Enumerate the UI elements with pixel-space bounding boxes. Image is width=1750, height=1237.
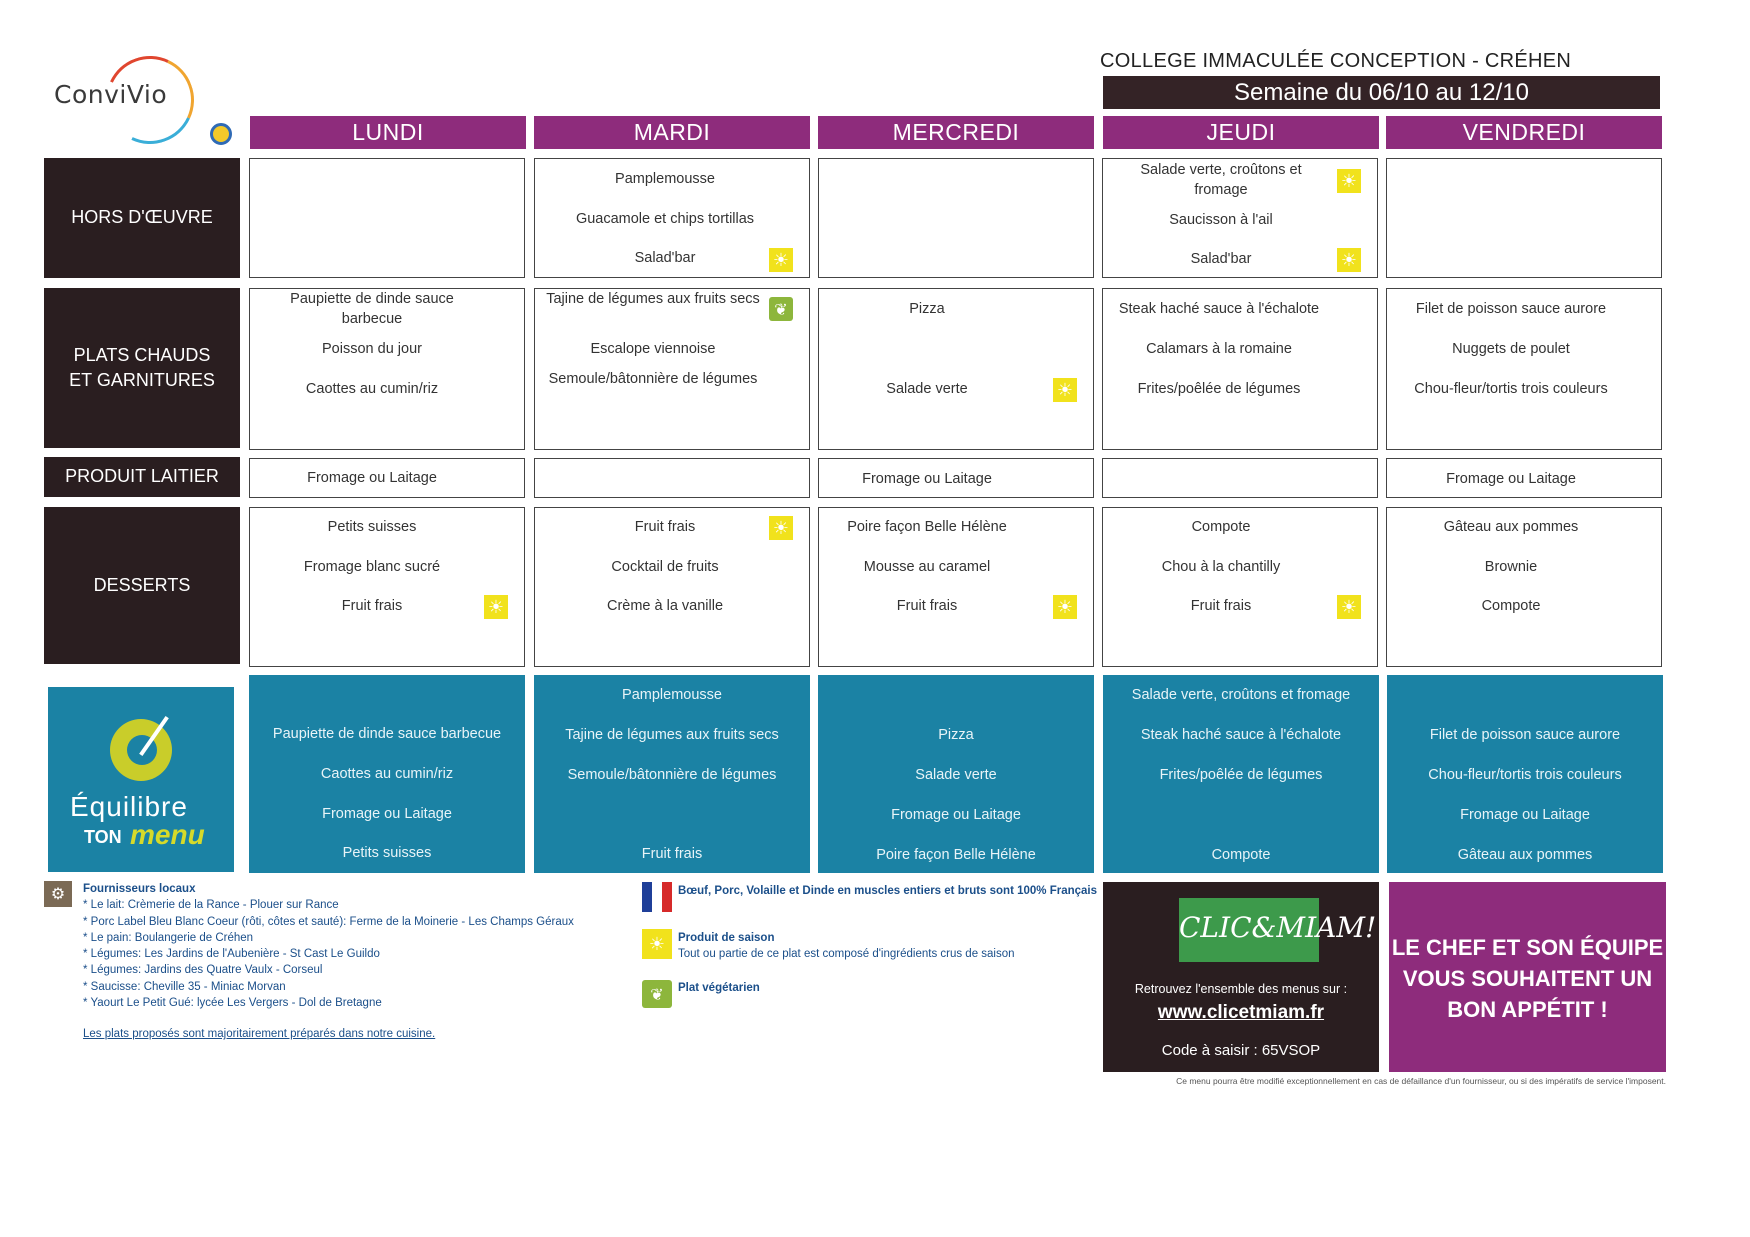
chef-line: VOUS SOUHAITENT UN bbox=[1402, 966, 1653, 991]
chef-message bbox=[1389, 882, 1666, 1072]
balanced-vendredi bbox=[1387, 675, 1663, 873]
menu-item: Fruit frais bbox=[1190, 598, 1252, 614]
week-banner: Semaine du 06/10 au 12/10 bbox=[1103, 76, 1660, 109]
balanced-jeudi bbox=[1103, 675, 1379, 873]
cell-hors-mercredi bbox=[818, 158, 1094, 278]
row-label-plats bbox=[44, 288, 240, 448]
menu-item: Chou à la chantilly bbox=[1161, 559, 1281, 575]
menu-item: Fruit frais bbox=[896, 598, 958, 614]
cell-desserts-mercredi bbox=[818, 507, 1094, 667]
clic-et-miam-panel bbox=[1103, 882, 1379, 1072]
clic-code-text: Code à saisir : 65VSOP bbox=[1161, 1042, 1321, 1059]
supplier-item: * Légumes: Les Jardins de l'Aubenière - St Cast Le Guildo bbox=[83, 948, 380, 961]
menu-item: Compote bbox=[1191, 519, 1251, 535]
supplier-item: * Le lait: Crèmerie de la Rance - Plouer sur Rance bbox=[83, 899, 339, 912]
balanced-item: Fromage ou Laitage bbox=[891, 807, 1021, 823]
badge-icon bbox=[210, 123, 232, 145]
logo-name: ConviVio bbox=[54, 80, 168, 109]
cell-desserts-mardi bbox=[534, 507, 810, 667]
legend-season-title: Produit de saison bbox=[678, 932, 775, 944]
balanced-item: Pizza bbox=[938, 727, 974, 743]
season-sun-icon bbox=[769, 248, 793, 272]
menu-item: Compote bbox=[1481, 598, 1541, 614]
menu-item: Gâteau aux pommes bbox=[1443, 519, 1579, 535]
row-label-hors bbox=[44, 158, 240, 278]
menu-item: Salad'bar bbox=[1190, 251, 1252, 267]
menu-item: Petits suisses bbox=[327, 519, 417, 535]
balanced-item: Salade verte, croûtons et fromage bbox=[1131, 687, 1351, 703]
balanced-item: Tajine de légumes aux fruits secs bbox=[565, 727, 779, 743]
menu-item: Mousse au caramel bbox=[863, 559, 991, 575]
cell-laitier-jeudi bbox=[1102, 458, 1378, 498]
balanced-item: Poire façon Belle Hélène bbox=[876, 847, 1036, 863]
cell-hors-jeudi bbox=[1102, 158, 1378, 278]
cell-plats-lundi bbox=[249, 288, 525, 450]
legend-season bbox=[678, 930, 1038, 962]
supplier-item: * Porc Label Bleu Blanc Coeur (rôti, côtes et sauté): Ferme de la Moinerie - Les Champs Géraux bbox=[83, 915, 574, 928]
menu-item: Nuggets de poulet bbox=[1452, 341, 1570, 357]
chef-line: LE CHEF ET SON ÉQUIPE bbox=[1391, 935, 1664, 960]
equilibre-ton-menu-logo bbox=[48, 687, 234, 872]
day-header-mardi: MARDI bbox=[534, 116, 810, 149]
balanced-item: Compote bbox=[1211, 847, 1271, 863]
balanced-item: Pamplemousse bbox=[622, 687, 722, 703]
cell-laitier-vendredi bbox=[1386, 458, 1662, 498]
season-sun-icon bbox=[1053, 378, 1077, 402]
season-sun-icon bbox=[484, 595, 508, 619]
season-sun-icon bbox=[1053, 595, 1077, 619]
school-name: COLLEGE IMMACULÉE CONCEPTION - CRÉHEN bbox=[1100, 50, 1572, 72]
french-flag-icon bbox=[642, 882, 672, 912]
cell-laitier-mercredi bbox=[818, 458, 1094, 498]
chef-line: BON APPÉTIT ! bbox=[1447, 997, 1608, 1022]
balanced-item: Frites/poêlée de légumes bbox=[1159, 767, 1323, 783]
menu-item: Fromage ou Laitage bbox=[1446, 471, 1576, 487]
menu-item: Fruit frais bbox=[341, 598, 403, 614]
season-sun-icon bbox=[1337, 248, 1361, 272]
supplier-item: * Yaourt Le Petit Gué: lycée Les Vergers - Dol de Bretagne bbox=[83, 997, 382, 1010]
menu-item: Fromage ou Laitage bbox=[862, 471, 992, 487]
balanced-mardi bbox=[534, 675, 810, 873]
balanced-item: Steak haché sauce à l'échalote bbox=[1140, 727, 1342, 743]
row-label-laitier-text: PRODUIT LAITIER bbox=[65, 466, 219, 487]
menu-item: Escalope viennoise bbox=[590, 341, 716, 357]
legend-meat: Bœuf, Porc, Volaille et Dinde en muscles entiers et bruts sont 100% Français bbox=[678, 885, 1098, 897]
menu-item: Crème à la vanille bbox=[606, 598, 724, 614]
menu-item: Chou-fleur/tortis trois couleurs bbox=[1414, 381, 1608, 397]
menu-item: Saucisson à l'ail bbox=[1169, 212, 1273, 228]
balanced-item: Paupiette de dinde sauce barbecue bbox=[272, 726, 502, 742]
menu-item: Paupiette de dinde sauce barbecue bbox=[290, 291, 454, 327]
balanced-item: Fromage ou Laitage bbox=[1460, 807, 1590, 823]
day-header-mercredi: MERCREDI bbox=[818, 116, 1094, 149]
menu-item: Frites/poêlée de légumes bbox=[1137, 381, 1301, 397]
clic-et-miam-logo: CLIC&MIAM! bbox=[1179, 898, 1319, 962]
season-sun-icon bbox=[1337, 169, 1361, 193]
menu-item: Salade verte, croûtons et fromage bbox=[1140, 162, 1302, 198]
balanced-item: Caottes au cumin/riz bbox=[320, 766, 454, 782]
balanced-item: Gâteau aux pommes bbox=[1457, 847, 1593, 863]
balanced-item: Petits suisses bbox=[342, 845, 432, 861]
convivio-logo bbox=[44, 50, 194, 150]
balanced-item: Semoule/bâtonnière de légumes bbox=[567, 767, 777, 783]
tractor-icon: ⚙ bbox=[44, 881, 72, 907]
legend-leaf-icon bbox=[642, 980, 672, 1008]
row-label-laitier bbox=[44, 457, 240, 497]
row-label-plats-line1: PLATS CHAUDS bbox=[73, 344, 211, 365]
balanced-lundi bbox=[249, 675, 525, 873]
row-label-plats-line2: ET GARNITURES bbox=[69, 370, 215, 390]
cell-hors-mardi bbox=[534, 158, 810, 278]
cell-desserts-lundi bbox=[249, 507, 525, 667]
balanced-item: Chou-fleur/tortis trois couleurs bbox=[1428, 767, 1622, 783]
menu-item: Fromage blanc sucré bbox=[303, 559, 441, 575]
suppliers-title: Fournisseurs locaux bbox=[83, 883, 196, 895]
cell-plats-vendredi bbox=[1386, 288, 1662, 450]
clic-url-link[interactable]: www.clicetmiam.fr bbox=[1157, 1002, 1325, 1023]
menu-item: Pamplemousse bbox=[615, 171, 715, 187]
cell-laitier-mardi bbox=[534, 458, 810, 498]
vegetarian-leaf-icon bbox=[769, 297, 793, 321]
clic-intro-text: Retrouvez l'ensemble des menus sur : bbox=[1134, 982, 1348, 996]
cell-hors-lundi bbox=[249, 158, 525, 278]
menu-item: Salade verte bbox=[886, 381, 968, 397]
menu-item: Poisson du jour bbox=[322, 341, 422, 357]
menu-item: Guacamole et chips tortillas bbox=[575, 211, 755, 227]
kitchen-note-link[interactable]: Les plats proposés sont majoritairement préparés dans notre cuisine. bbox=[83, 1028, 436, 1040]
cell-desserts-jeudi bbox=[1102, 507, 1378, 667]
balanced-item: Fromage ou Laitage bbox=[322, 806, 452, 822]
balanced-item: Fruit frais bbox=[641, 846, 703, 862]
day-header-lundi: LUNDI bbox=[250, 116, 526, 149]
local-suppliers bbox=[83, 881, 643, 1011]
balanced-item: Filet de poisson sauce aurore bbox=[1429, 727, 1621, 743]
balanced-mercredi bbox=[818, 675, 1094, 873]
legend-sun-icon bbox=[642, 929, 672, 959]
menu-item: Pizza bbox=[909, 301, 945, 317]
supplier-item: * Saucisse: Cheville 35 - Miniac Morvan bbox=[83, 980, 286, 993]
menu-item: Poire façon Belle Hélène bbox=[847, 519, 1007, 535]
menu-item: Cocktail de fruits bbox=[611, 559, 719, 575]
menu-item: Salad'bar bbox=[634, 250, 696, 266]
cell-plats-jeudi bbox=[1102, 288, 1378, 450]
legend-vegetarian: Plat végétarien bbox=[678, 982, 760, 994]
logo-word-equilibre: Équilibre bbox=[70, 791, 188, 822]
cell-plats-mardi bbox=[534, 288, 810, 450]
supplier-item: * Le pain: Boulangerie de Créhen bbox=[83, 931, 254, 944]
menu-item: Filet de poisson sauce aurore bbox=[1415, 301, 1607, 317]
menu-item: Calamars à la romaine bbox=[1146, 341, 1292, 357]
menu-item: Steak haché sauce à l'échalote bbox=[1118, 301, 1320, 317]
row-label-desserts-text: DESSERTS bbox=[93, 574, 191, 595]
cell-hors-vendredi bbox=[1386, 158, 1662, 278]
legend-season-text: Tout ou partie de ce plat est composé d'ingrédients crus de saison bbox=[678, 948, 1015, 960]
logo-word-menu: menu bbox=[130, 819, 205, 850]
day-header-vendredi: VENDREDI bbox=[1386, 116, 1662, 149]
cell-laitier-lundi bbox=[249, 458, 525, 498]
supplier-item: * Légumes: Jardins des Quatre Vaulx - Corseul bbox=[83, 964, 323, 977]
menu-item: Fruit frais bbox=[634, 519, 696, 535]
balanced-item: Salade verte bbox=[915, 767, 997, 783]
menu-item: Caottes au cumin/riz bbox=[305, 381, 439, 397]
logo-word-ton: TON bbox=[84, 827, 122, 847]
menu-item: Brownie bbox=[1484, 559, 1538, 575]
season-sun-icon bbox=[769, 516, 793, 540]
row-label-desserts bbox=[44, 507, 240, 664]
row-label-hors-text: HORS D'ŒUVRE bbox=[71, 207, 213, 228]
menu-item: Tajine de légumes aux fruits secs bbox=[546, 291, 760, 307]
disclaimer-text: Ce menu pourra être modifié exceptionnellement en cas de défaillance d'un fournisseur, ou si des impératifs de service l'imposent. bbox=[1176, 1076, 1666, 1086]
cell-desserts-vendredi bbox=[1386, 507, 1662, 667]
cell-plats-mercredi bbox=[818, 288, 1094, 450]
season-sun-icon bbox=[1337, 595, 1361, 619]
menu-item: Fromage ou Laitage bbox=[307, 470, 437, 486]
day-header-jeudi: JEUDI bbox=[1103, 116, 1379, 149]
menu-item: Semoule/bâtonnière de légumes bbox=[548, 371, 758, 387]
